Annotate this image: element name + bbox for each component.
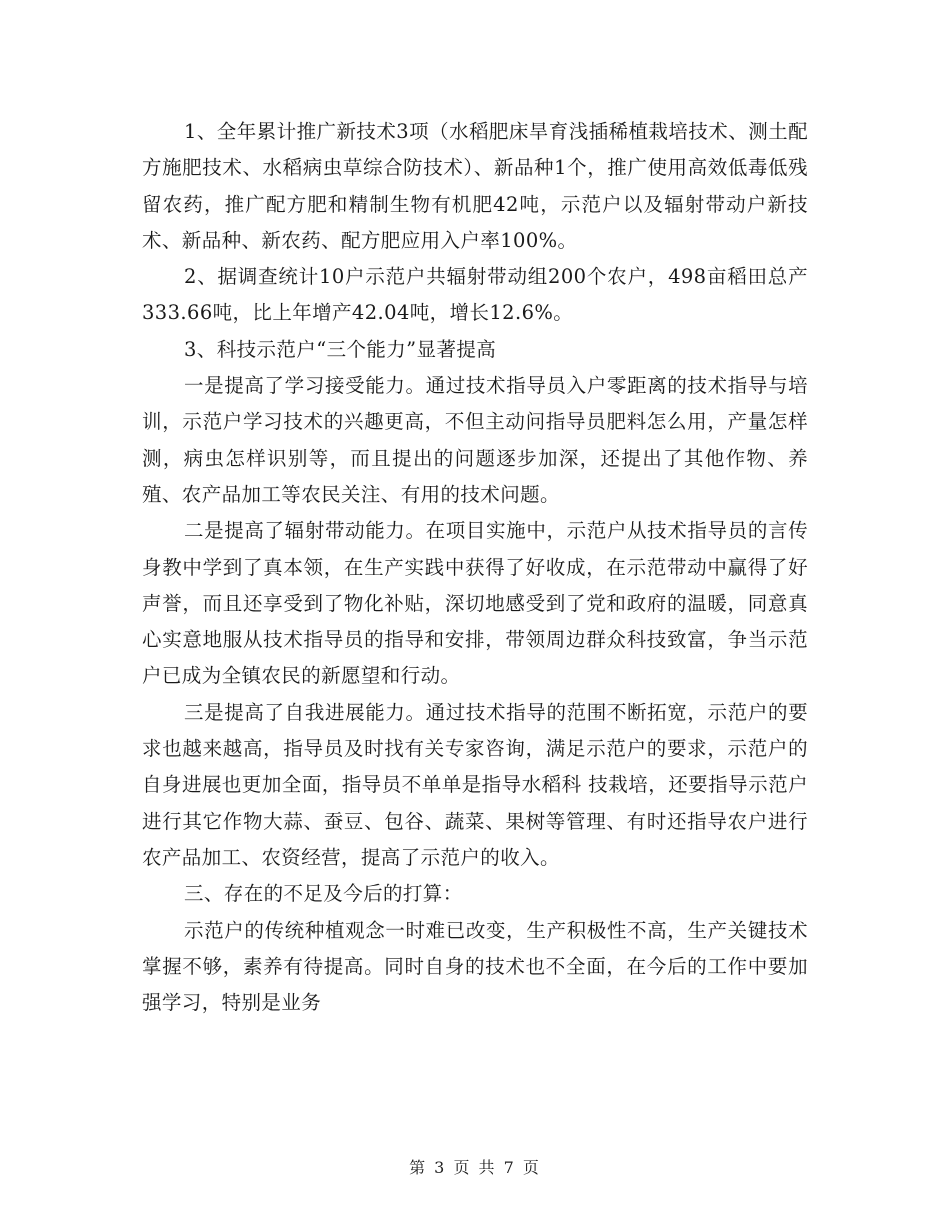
paragraph-shortcomings: 示范户的传统种植观念一时难已改变，生产积极性不高，生产关键技术掌握不够，素养有待提高。同时自身的技术也不全面，在今后的工作中要加强学习，特别是业务 bbox=[142, 918, 808, 1015]
paragraph-three-abilities-heading: 3、科技示范户“三个能力”显著提高 bbox=[184, 337, 497, 361]
paragraph-survey-statistics: 2、据调查统计10户示范户共辐射带动组200个农户，498亩稻田总产333.66吨，比上年增产42.04吨，增长12.6%。 bbox=[142, 265, 808, 325]
document-body bbox=[142, 114, 808, 1021]
section-heading-shortcomings: 三、存在的不足及今后的打算： bbox=[184, 882, 463, 906]
paragraph-radiation-ability: 二是提高了辐射带动能力。在项目实施中，示范户从技术指导员的言传身教中学到了真本领，在生产实践中获得了好收成，在示范带动中赢得了好声誉，而且还享受到了物化补贴，深切地感受到了党和政府的温暖，同意真心实意地服从技术指导员的指导和安排，带领周边群众科技致富，争当示范户已成为全镇农民的新愿望和行动。 bbox=[142, 519, 808, 688]
page-footer bbox=[0, 1155, 950, 1178]
paragraph-tech-promotion: 1、全年累计推广新技术3项（水稻肥床旱育浅插稀植栽培技术、测土配方施肥技术、水稻病虫草综合防技术）、新品种1个，推广使用高效低毒低残留农药，推广配方肥和精制生物有机肥42吨，示范户以及辐射带动户新技术、新品种、新农药、配方肥应用入户率100%。 bbox=[142, 120, 808, 252]
page-number-label: 第 3 页 共 7 页 bbox=[409, 1158, 541, 1177]
paragraph-learning-ability: 一是提高了学习接受能力。通过技术指导员入户零距离的技术指导与培训，示范户学习技术的兴趣更高，不但主动问指导员肥料怎么用，产量怎样测，病虫怎样识别等，而且提出的问题逐步加深，还提出了其他作物、养殖、农产品加工等农民关注、有用的技术问题。 bbox=[142, 374, 808, 506]
paragraph-self-development-ability: 三是提高了自我进展能力。通过技术指导的范围不断拓宽，示范户的要求也越来越高，指导员及时找有关专家咨询，满足示范户的要求，示范户的自身进展也更加全面，指导员不单单是指导水稻科 技栽培，还要指导示范户进行其它作物大蒜、蚕豆、包谷、蔬菜、果树等管理、有时还指导农户进行农产品加工、农资经营，提高了示范户的收入。 bbox=[142, 700, 808, 869]
